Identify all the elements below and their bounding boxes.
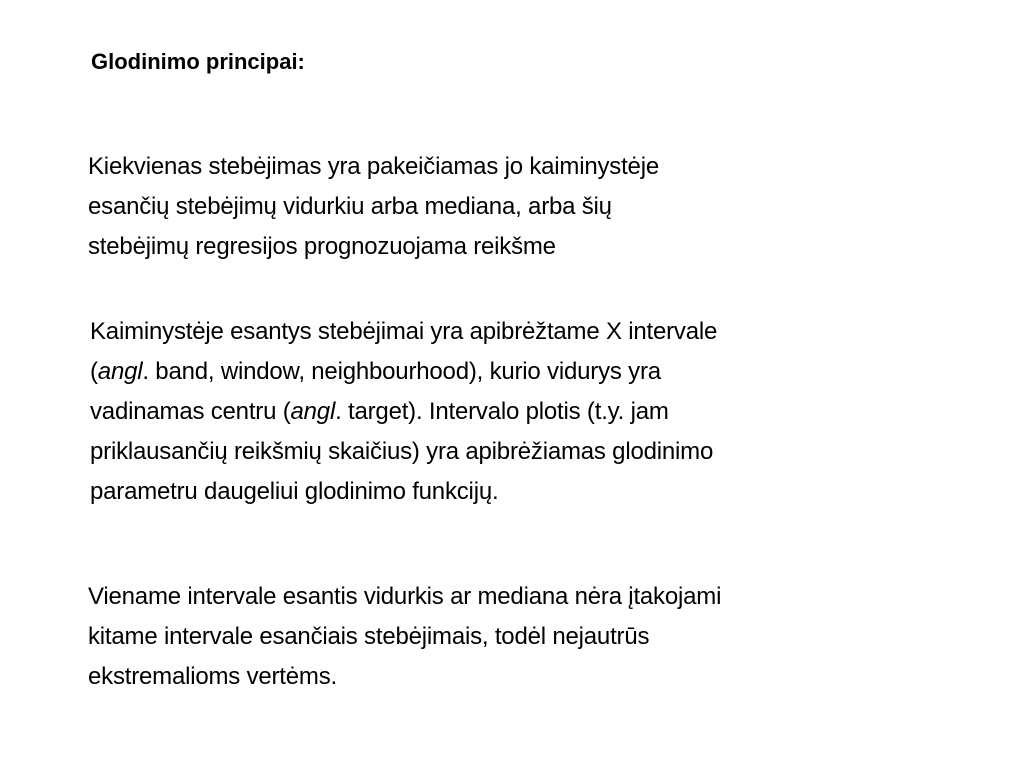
paragraph2-line1: Kaiminystėje esantys stebėjimai yra apibrėžtame X intervale: [90, 318, 718, 345]
slide-title: Glodinimo principai:: [91, 49, 305, 74]
paragraph3-line1: Viename intervale esantis vidurkis ar mediana nėra įtakojami: [88, 583, 722, 610]
paragraph2-line2-open: (: [90, 358, 98, 385]
paragraph2-line3-start: vadinamas centru (: [90, 398, 291, 425]
paragraph3-line2: kitame intervale esančiais stebėjimais, todėl nejautrūs: [88, 623, 650, 650]
paragraph1-line2: esančių stebėjimų vidurkiu arba mediana, arba šių: [88, 193, 612, 220]
paragraph2-line3-rest: . target). Intervalo plotis (t.y. jam: [335, 398, 669, 425]
paragraph3-line3: ekstremalioms vertėms.: [88, 663, 337, 690]
angl-abbreviation: angl: [97, 358, 143, 385]
angl-abbreviation: angl: [290, 398, 336, 425]
paragraph-neighbourhood-definition: [90, 312, 950, 512]
paragraph2-line5: parametru daugeliui glodinimo funkcijų.: [90, 478, 499, 505]
paragraph2-line3: [90, 392, 950, 432]
paragraph-robustness: [88, 577, 968, 697]
paragraph1-line1: Kiekvienas stebėjimas yra pakeičiamas jo kaiminystėje: [88, 153, 659, 180]
paragraph2-line4: priklausančių reikšmių skaičius) yra apibrėžiamas glodinimo: [90, 438, 714, 465]
paragraph1-line3: stebėjimų regresijos prognozuojama reikšme: [88, 233, 556, 260]
paragraph-observation-replacement: [88, 147, 948, 267]
paragraph2-line2: [90, 352, 950, 392]
paragraph2-line2-rest: . band, window, neighbourhood), kurio vidurys yra: [142, 358, 661, 385]
